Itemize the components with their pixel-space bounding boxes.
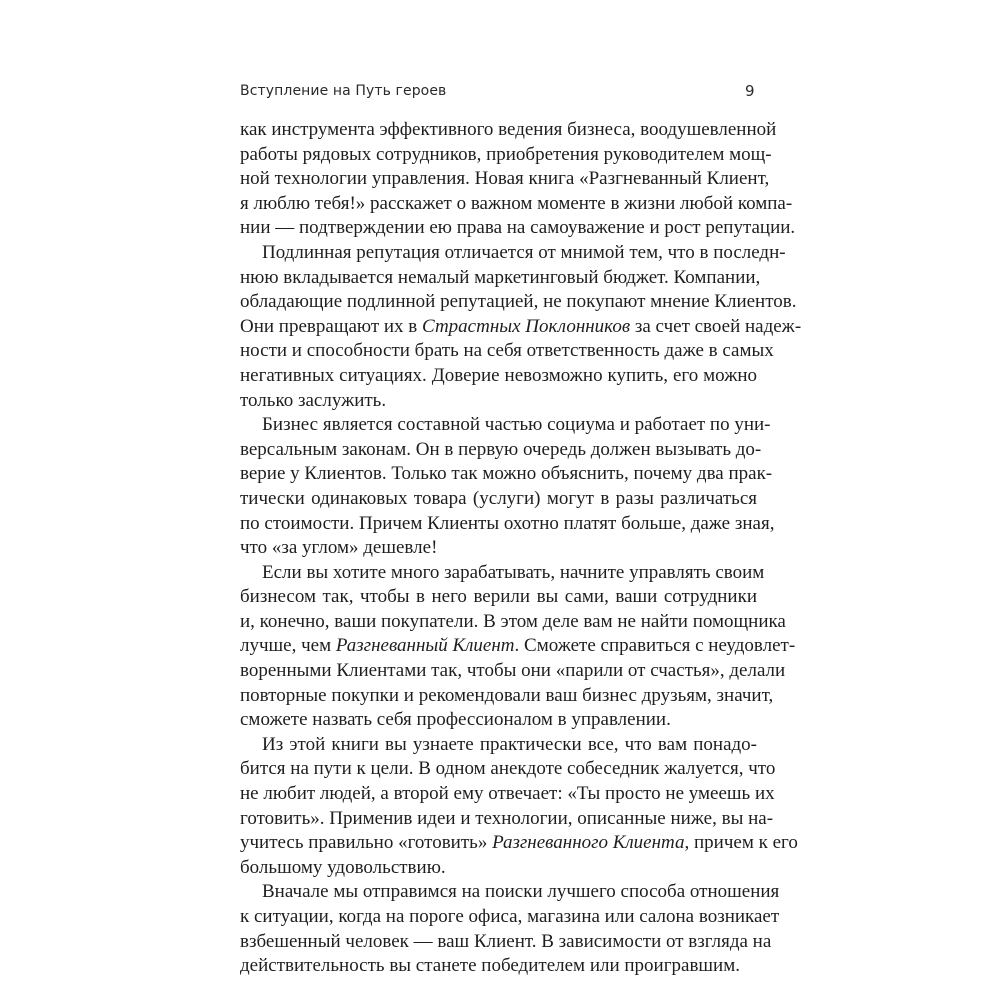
- text-line: нюю вкладывается немалый маркетинговый бюджет. Компании,: [240, 266, 761, 288]
- running-head: Вступление на Путь героев: [240, 83, 447, 99]
- text-line: я люблю тебя!» расскажет о важном моменте в жизни любой компа-: [240, 192, 793, 214]
- text-line: повторные покупки и рекомендовали ваш бизнес друзьям, значит,: [240, 684, 774, 706]
- text-line: верие у Клиентов. Только так можно объяснить, почему два прак-: [240, 463, 773, 485]
- text-line: версальным законам. Он в первую очередь должен вызывать до-: [240, 438, 762, 460]
- text-line: бится на пути к цели. В одном анекдоте собеседник жалуется, что: [240, 758, 776, 780]
- body-text: [240, 118, 802, 979]
- paragraph-1: [240, 118, 796, 241]
- text-line: негативных ситуациях. Доверие невозможно купить, его можно: [240, 364, 757, 386]
- text-line: Вначале мы отправимся на поиски лучшего способа отношения: [262, 881, 780, 903]
- paragraph-5: [240, 733, 798, 881]
- text-line: Бизнес является составной частью социума и работает по уни-: [262, 414, 771, 436]
- text-line: только заслужить.: [240, 389, 387, 411]
- text-line: и, конечно, ваши покупатели. В этом деле вам не найти помощника: [240, 610, 786, 632]
- text-line: как инструмента эффективного ведения бизнеса, воодушевленной: [240, 119, 777, 140]
- text-line: работы рядовых сотрудников, приобретения руководителем мощ-: [240, 143, 772, 165]
- paragraph-2: [240, 241, 802, 413]
- text-line: Они превращают их в Страстных Поклонников за счет своей надеж-: [240, 315, 802, 337]
- text-line: не любит людей, а второй ему отвечает: «Ты просто не умеешь их: [240, 783, 775, 805]
- text-line: учитесь правильно «готовить» Разгневанного Клиента, причем к его: [240, 832, 798, 854]
- text-line: взбешенный человек — ваш Клиент. В зависимости от взгляда на: [240, 930, 772, 952]
- text-line: обладающие подлинной репутацией, не покупают мнение Клиентов.: [240, 291, 797, 313]
- text-line: сможете назвать себя профессионалом в управлении.: [240, 709, 671, 731]
- text-line: готовить». Применив идеи и технологии, описанные ниже, вы на-: [240, 807, 774, 829]
- italic-term: Разгневанный Клиент: [335, 635, 515, 657]
- text-line: Если вы хотите много зарабатывать, начните управлять своим: [262, 561, 765, 583]
- page-number: 9: [745, 82, 755, 100]
- text-line: Из этой книги вы узнаете практически все, что вам понадо-: [262, 733, 757, 755]
- italic-term: Разгневанного Клиента: [492, 832, 685, 854]
- text-line: действительность вы станете победителем или проигравшим.: [240, 955, 740, 977]
- text-line: по стоимости. Причем Клиенты охотно платят больше, даже зная,: [240, 512, 775, 534]
- text-line: Подлинная репутация отличается от мнимой тем, что в последн-: [262, 241, 786, 263]
- paragraph-4: [240, 561, 796, 733]
- text-line: бизнесом так, чтобы в него верили вы сами, ваши сотрудники: [240, 586, 757, 608]
- text-line: лучше, чем Разгневанный Клиент. Сможете справиться с неудовлет-: [240, 635, 796, 657]
- text-line: тически одинаковых товара (услуги) могут в разы различаться: [240, 487, 757, 509]
- text-line: к ситуации, когда на пороге офиса, магазина или салона возникает: [240, 906, 780, 927]
- italic-term: Страстных Поклонников: [422, 315, 631, 337]
- text-line: воренными Клиентами так, чтобы они «парили от счастья», делали: [240, 660, 786, 682]
- paragraph-6: [240, 880, 780, 978]
- text-line: нии — подтверждении ею права на самоуважение и рост репутации.: [240, 217, 796, 239]
- text-line: ной технологии управления. Новая книга «Разгневанный Клиент,: [240, 168, 770, 190]
- text-line: большому удовольствию.: [240, 856, 446, 878]
- text-line: что «за углом» дешевле!: [240, 537, 438, 559]
- paragraph-3: [240, 413, 775, 561]
- text-line: ности и способности брать на себя ответственность даже в самых: [240, 340, 774, 362]
